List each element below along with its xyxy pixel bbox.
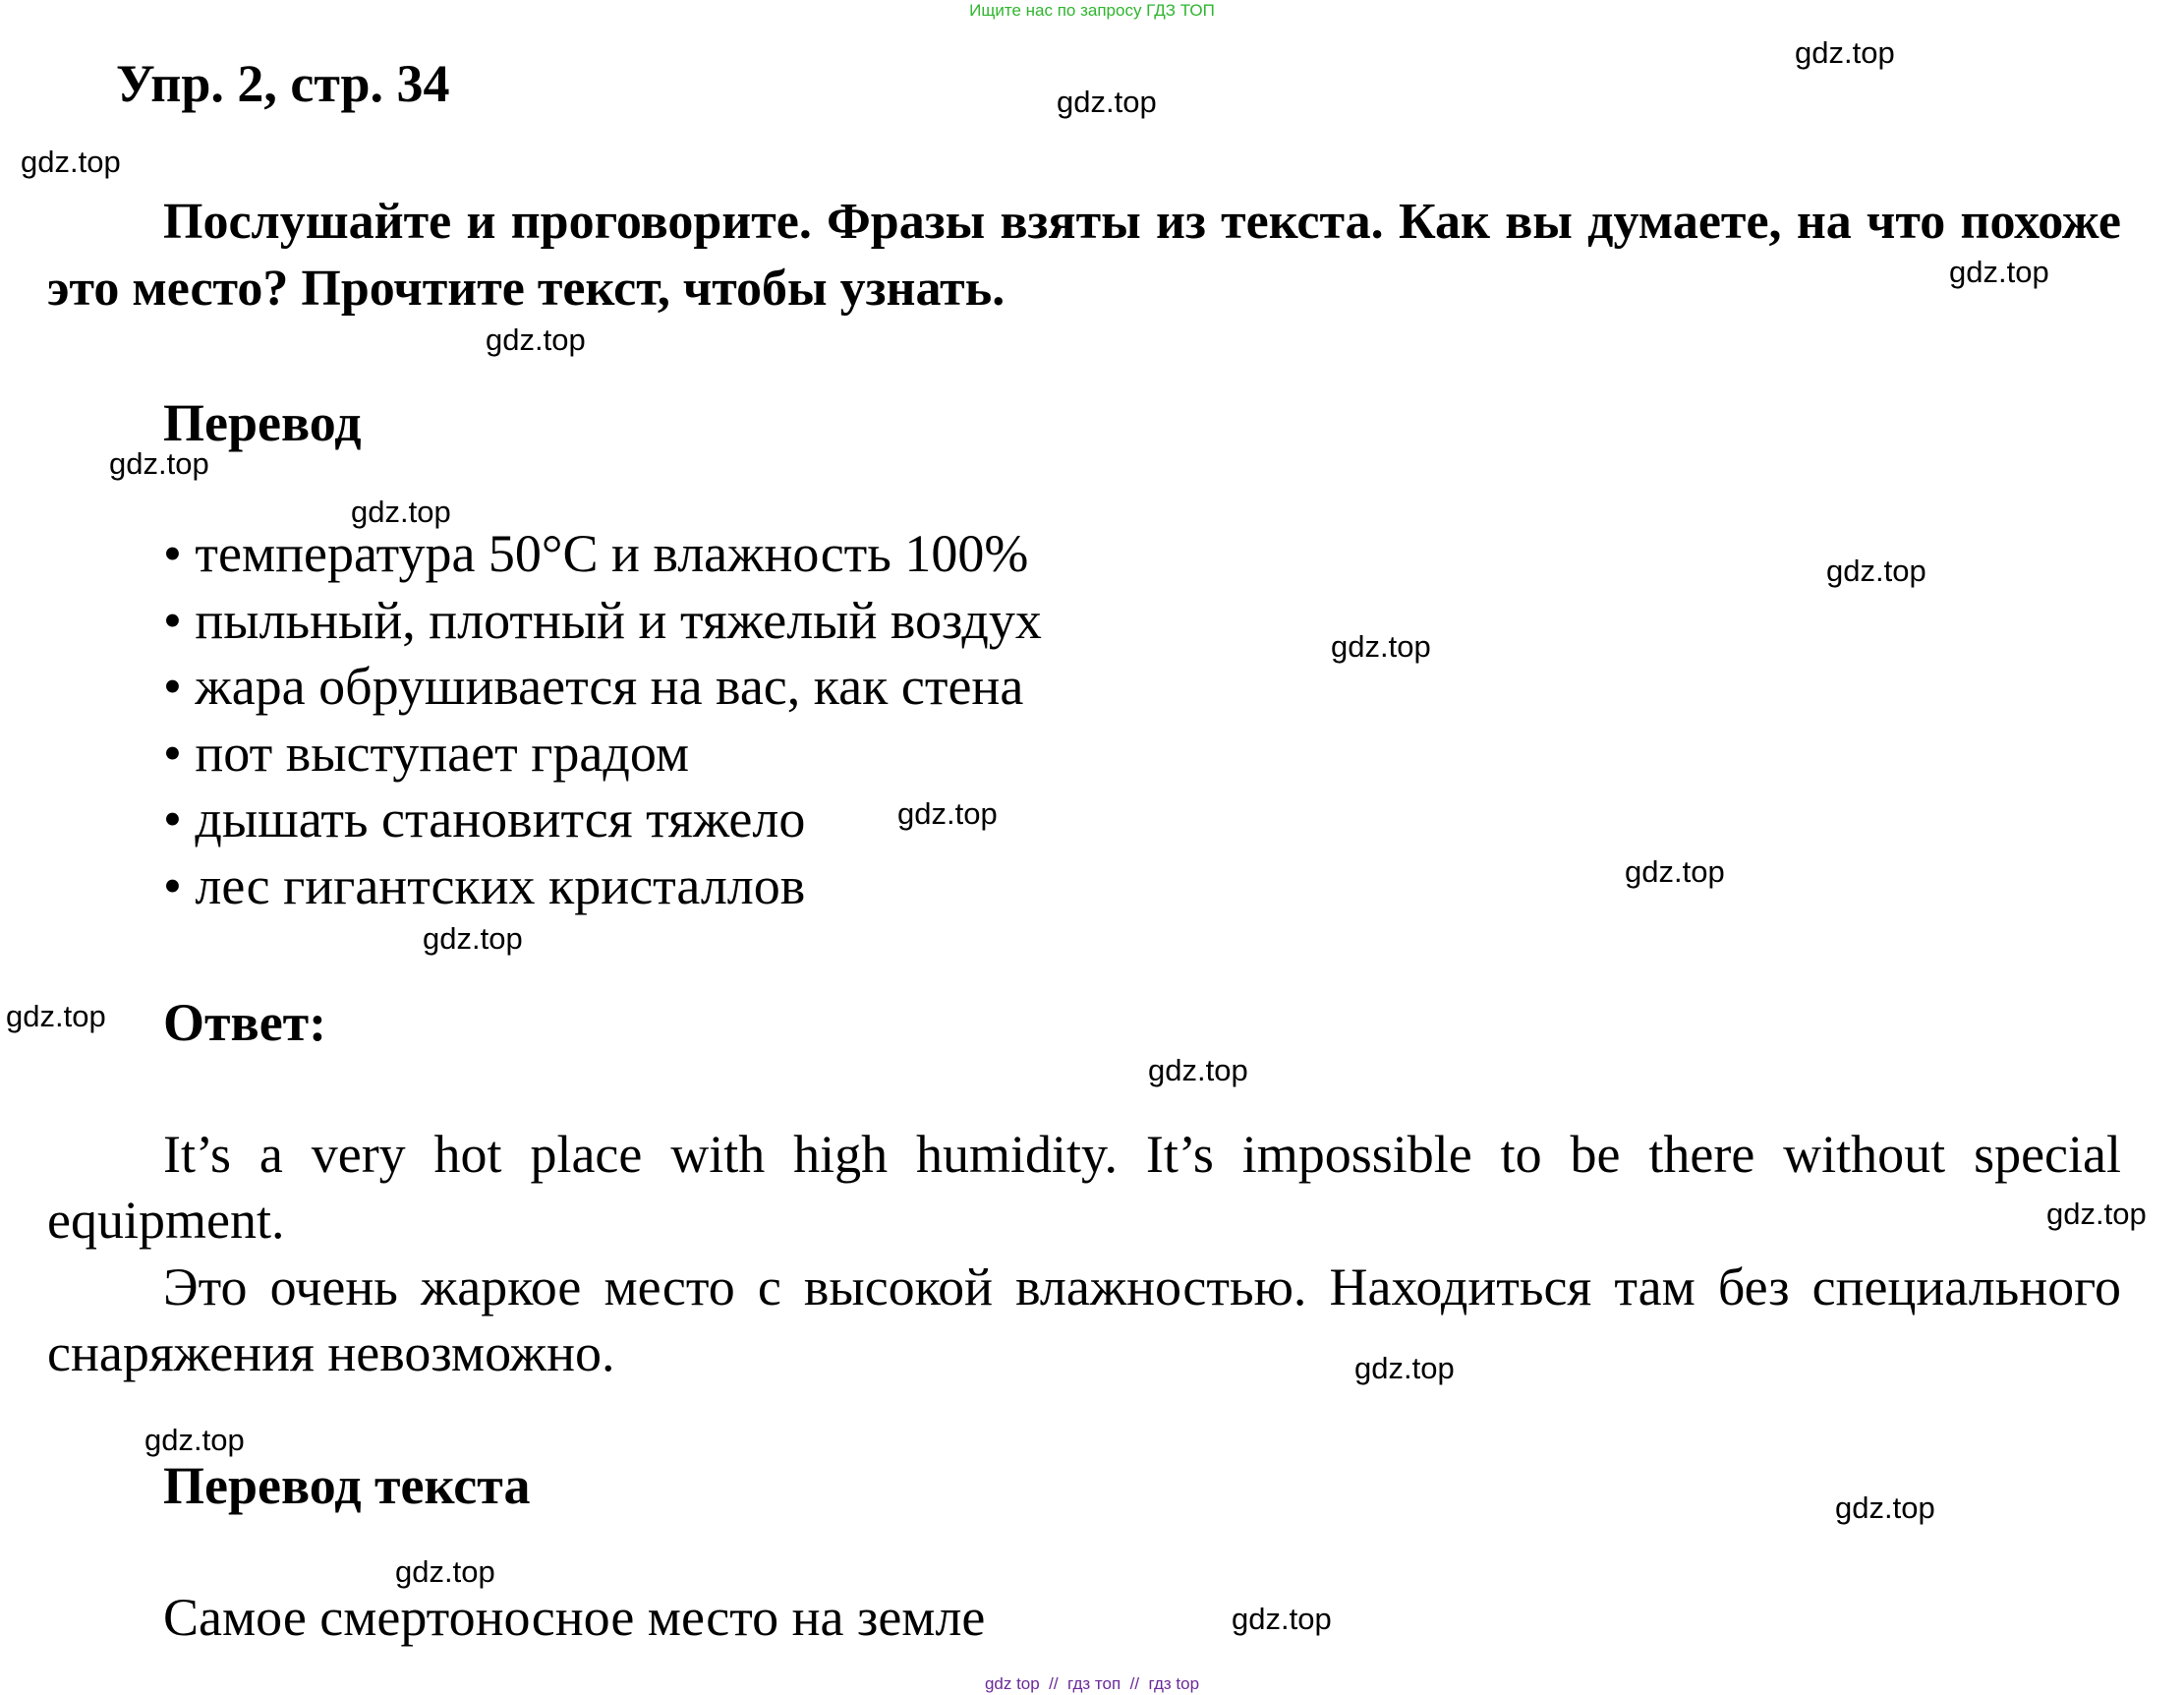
watermark: gdz.top [897, 796, 998, 831]
watermark: gdz.top [144, 1423, 245, 1457]
watermark: gdz.top [1835, 1490, 1935, 1525]
exercise-title: Упр. 2, стр. 34 [116, 54, 450, 113]
translation-heading: Перевод [163, 393, 362, 452]
watermark: gdz.top [395, 1554, 495, 1589]
watermark: gdz.top [2046, 1197, 2147, 1231]
watermark: gdz.top [1057, 85, 1157, 119]
text-translation-heading: Перевод текста [163, 1456, 531, 1515]
watermark: gdz.top [21, 145, 121, 179]
watermark: gdz.top [109, 446, 209, 481]
task-instructions: Послушайте и проговорите. Фразы взяты из текста. Как вы думаете, на что похоже это место? Прочтите текст, чтобы узнать. [47, 194, 2121, 317]
story-title: Самое смертоносное место на земле [163, 1588, 986, 1647]
list-item: • дышать становится тяжело [163, 787, 1042, 853]
answer-russian: Это очень жаркое место с высокой влажностью. Находиться там без специального снаряжения невозможно. [47, 1257, 2121, 1382]
list-item: • пыльный, плотный и тяжелый воздух [163, 588, 1042, 655]
bottom-banner: gdz top // гдз топ // гдз top [984, 1674, 1200, 1693]
list-item: • пот выступает градом [163, 721, 1042, 788]
watermark: gdz.top [486, 322, 586, 357]
list-item: • жара обрушивается на вас, как стена [163, 654, 1042, 721]
watermark: gdz.top [1148, 1053, 1248, 1087]
list-item: • лес гигантских кристаллов [163, 853, 1042, 920]
watermark: gdz.top [1232, 1602, 1332, 1636]
watermark: gdz.top [1795, 35, 1895, 70]
watermark: gdz.top [423, 921, 523, 956]
watermark: gdz.top [1826, 554, 1926, 588]
phrase-list [163, 521, 1042, 919]
watermark: gdz.top [1354, 1351, 1455, 1385]
watermark: gdz.top [351, 495, 451, 529]
list-item: • температура 50°С и влажность 100% [163, 521, 1042, 588]
top-banner: Ищите нас по запросу ГДЗ ТОП [969, 1, 1215, 20]
watermark: gdz.top [6, 999, 106, 1033]
watermark: gdz.top [1331, 629, 1431, 664]
watermark: gdz.top [1949, 255, 2049, 289]
watermark: gdz.top [1625, 854, 1725, 889]
answer-english: It’s a very hot place with high humidity. It’s impossible to be there without special equipment. [47, 1125, 2121, 1250]
answer-heading: Ответ: [163, 993, 327, 1052]
